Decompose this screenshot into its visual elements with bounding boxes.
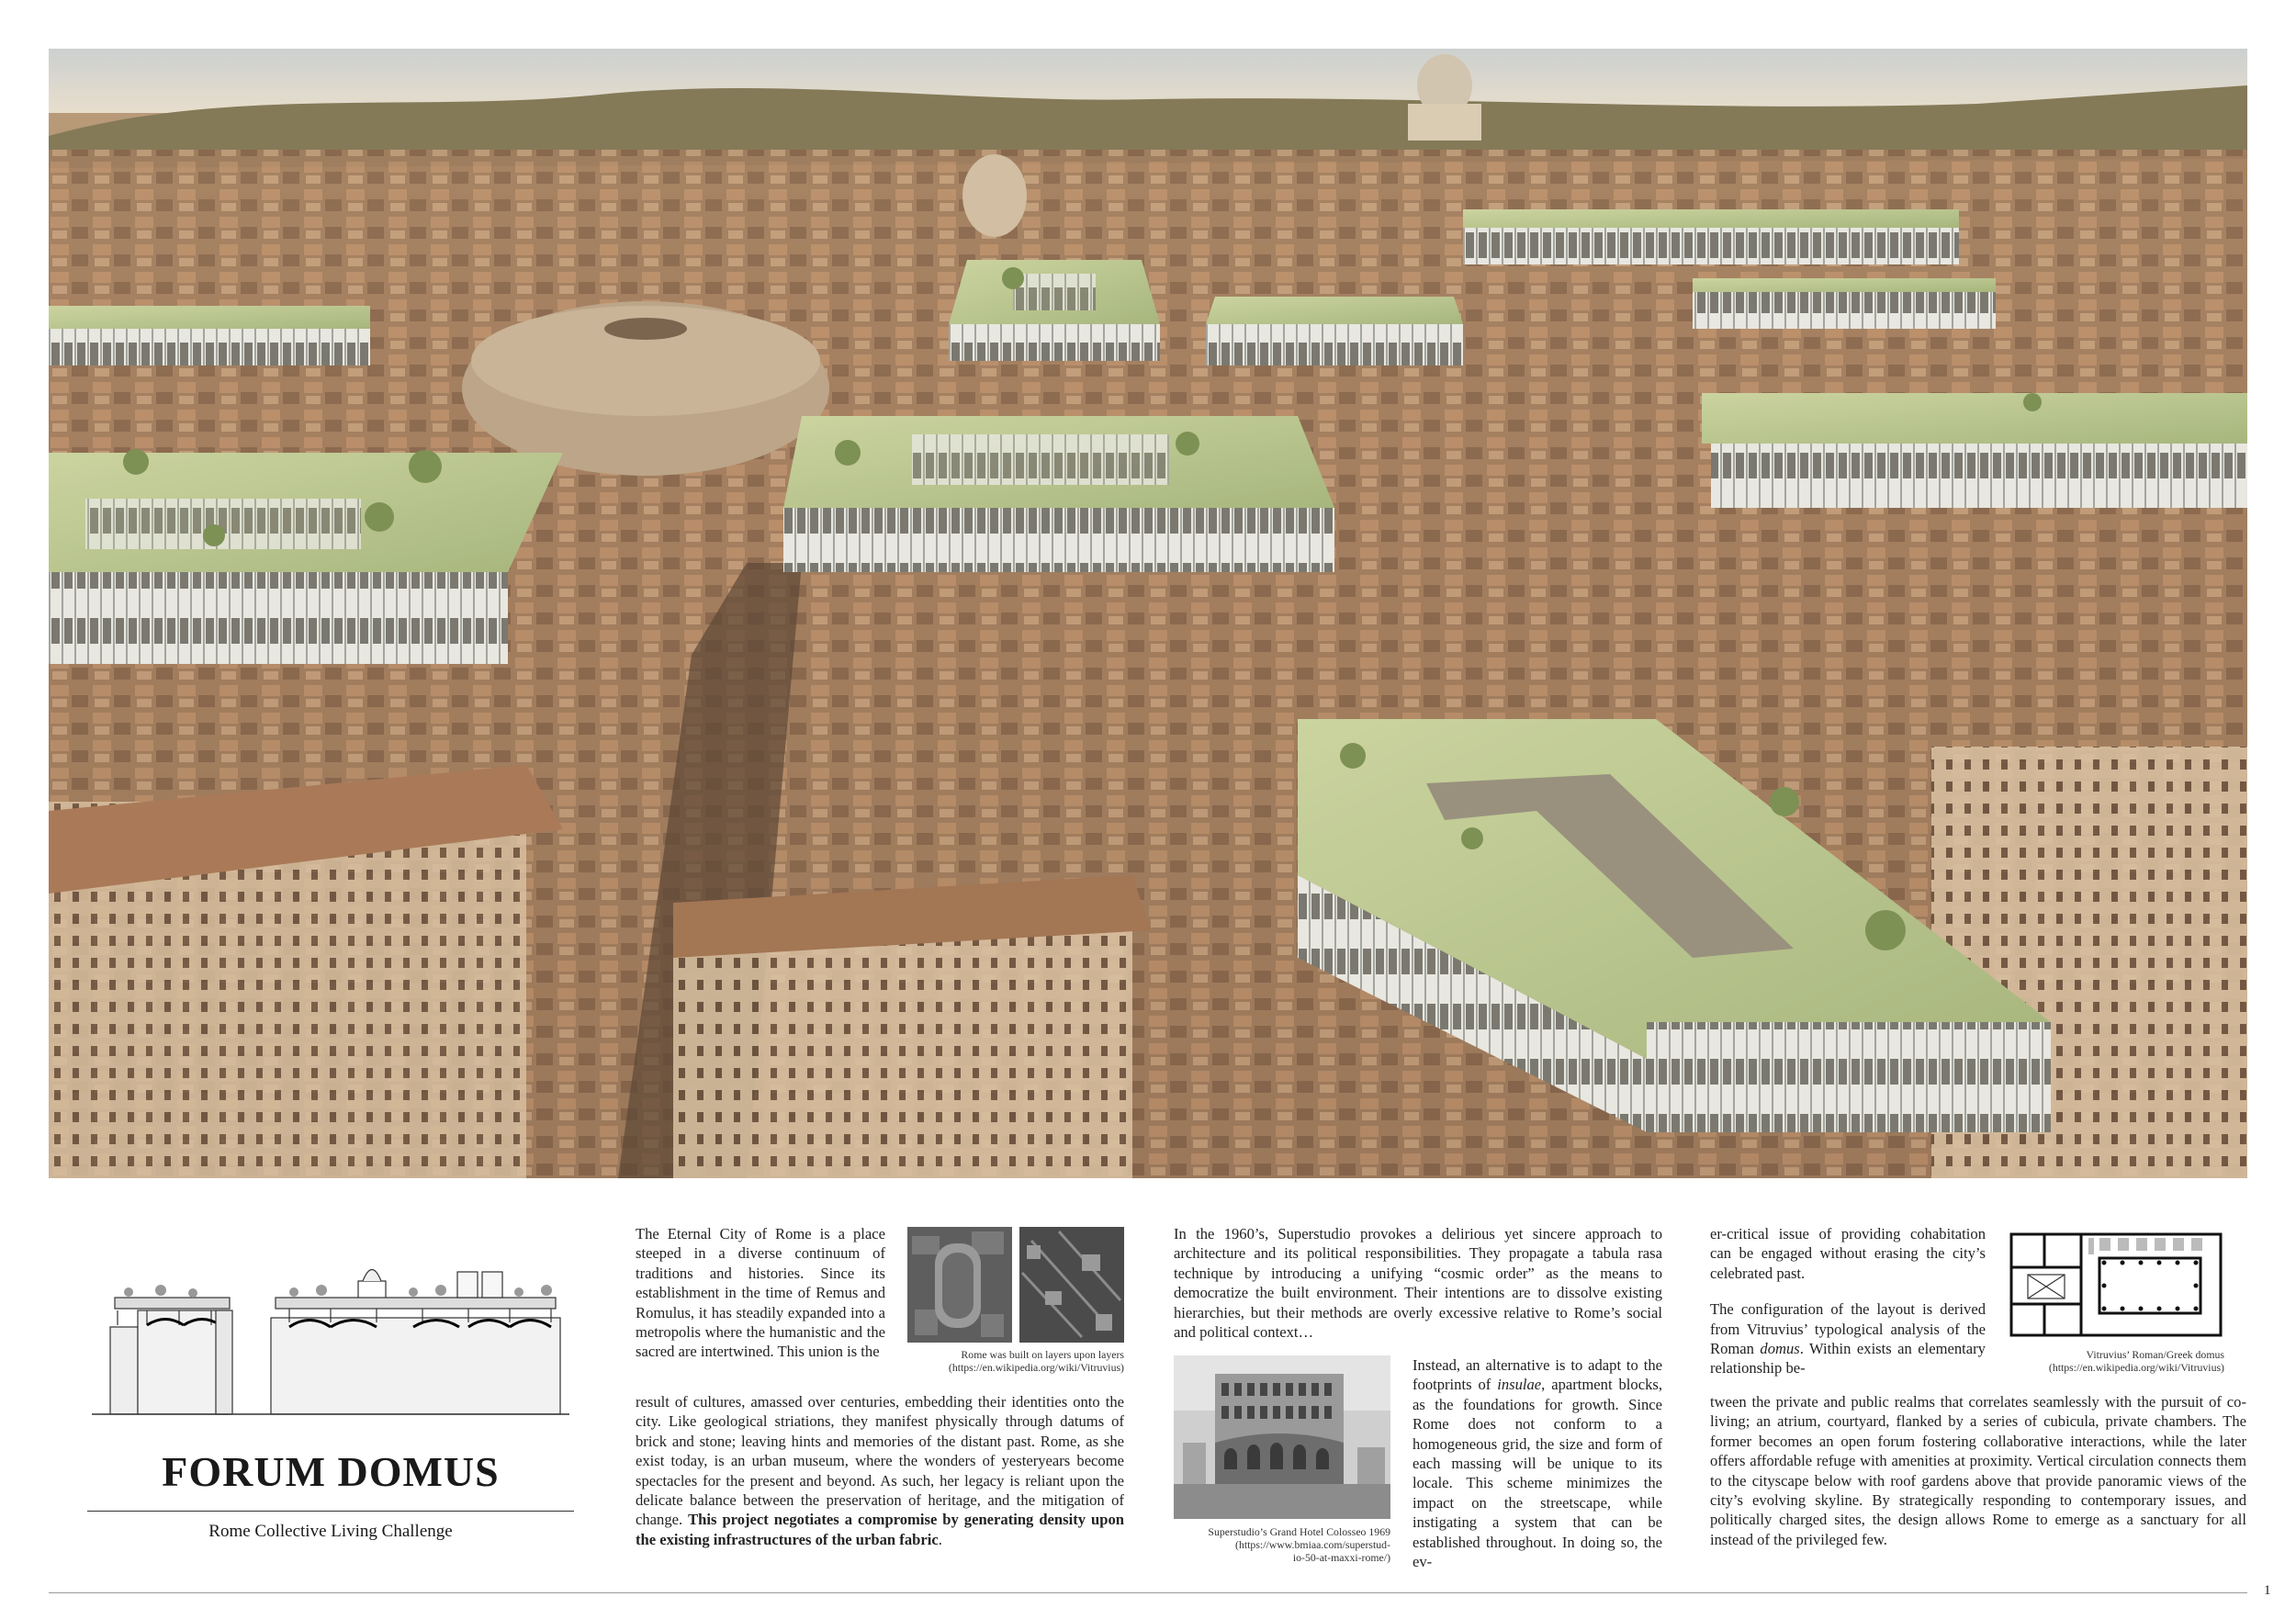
intro-paragraph: The Eternal City of Rome is a place steeped in a diverse continuum of traditions and histories. Since its establishment in the time of Remus and Romulus, it has steadily expanded into a metropolis where the humanistic and the sacred are intertwined. This union is the (636, 1225, 885, 1361)
figure-domus-caption: Vitruvius’ Roman/Greek domus (https://en.wikipedia.org/wiki/Vitruvius) (2048, 1348, 2224, 1374)
figure-layers (907, 1227, 1124, 1343)
hero-rendering (49, 49, 2247, 1178)
column-1-body (636, 1392, 1124, 1549)
column-1-intro (636, 1224, 885, 1362)
column-2-top (1174, 1224, 1662, 1342)
body-paragraph: result of cultures, amassed over centuries, embedding their identities onto the city. Like geological striations, they manifest physically through datums of brick and stone; leaving hints and memories of the distant past. Rome, as she exist today, is an urban museum, where the wonders of yesteryears become spectacles for the present and beyond. As such, her legacy is reliant upon the delicate balance between the preservation of heritage, and the mitigation of change. This project negotiates a compromise by generating density upon the existing infrastructures of the urban fabric. (636, 1393, 1124, 1548)
project-statement: This project negotiates a compromise by generating density upon the existing infrastructures of the urban fabric (636, 1511, 1124, 1548)
figure-domus (2008, 1231, 2224, 1339)
column-3-top (1710, 1224, 1986, 1378)
figure-colosseo (1174, 1355, 1390, 1519)
superstudio-paragraph: In the 1960’s, Superstudio provokes a delirious yet sincere approach to architecture and its political responsibilities. They propagate a tabula rasa technique by introducing a unifying “cosmic order” as the means to democratize the built environment. Their intentions are to dissolve existing hierarchies, but their methods are overly excessive relative to Rome’s social and political context… (1174, 1225, 1662, 1342)
section-drawing (92, 1244, 569, 1419)
co-living-paragraph: tween the private and public realms that correlates seamlessly with the pursuit of co-living; an atrium, courtyard, flanked by a series of cubicula, private chambers. The former becomes an open forum fostering collaborative interactions, while the later offers affordable refuge with amenities at proximity. Vertical circulation connects them to the cityscape below with roof gardens above that provide panoramic views of the city’s evolving skyline. By strategically responding to contemporary issues, and politically charged sites, the design allows Rome to emerge as a sanctuary for all instead of the privileged few. (1710, 1393, 2246, 1548)
layers-photo (907, 1227, 1124, 1343)
cohabitation-paragraph: er-critical issue of providing cohabitation can be engaged without erasing the city’s celebrated past. (1710, 1225, 1986, 1282)
project-subtitle: Rome Collective Living Challenge (208, 1522, 453, 1541)
page-number: 1 (2264, 1583, 2271, 1598)
rome-aerial-image (49, 49, 2247, 1178)
column-3-bottom (1710, 1392, 2246, 1549)
domus-paragraph: The configuration of the layout is derived from Vitruvius’ typological analysis of the Roman domus. Within exists an elementary relationship be- (1710, 1300, 1986, 1377)
colosseo-photo (1174, 1355, 1390, 1519)
figure-colosseo-caption: Superstudio’s Grand Hotel Colosseo 1969 (https://www.bmiaa.com/superstud- io-50-at-maxxi-rome/) (1208, 1525, 1390, 1564)
project-title: FORUM DOMUS (162, 1448, 500, 1495)
column-2-bottom (1412, 1355, 1662, 1571)
footer-divider (49, 1592, 2247, 1593)
title-divider (87, 1511, 574, 1512)
domus-plan (2008, 1231, 2224, 1339)
insulae-paragraph: Instead, an alternative is to adapt to the footprints of insulae, apartment blocks, as the foundations for growth. Since Rome does not conform to a homogeneous grid, the size and form of each massing will be unique to its locale. This scheme minimizes the impact on the streetscape, while instigating a system that can be established throughout. In doing so, the ev- (1412, 1356, 1662, 1571)
section-diagram (92, 1244, 569, 1419)
figure-layers-caption: Rome was built on layers upon layers (https://en.wikipedia.org/wiki/Vitruvius) (948, 1348, 1124, 1374)
